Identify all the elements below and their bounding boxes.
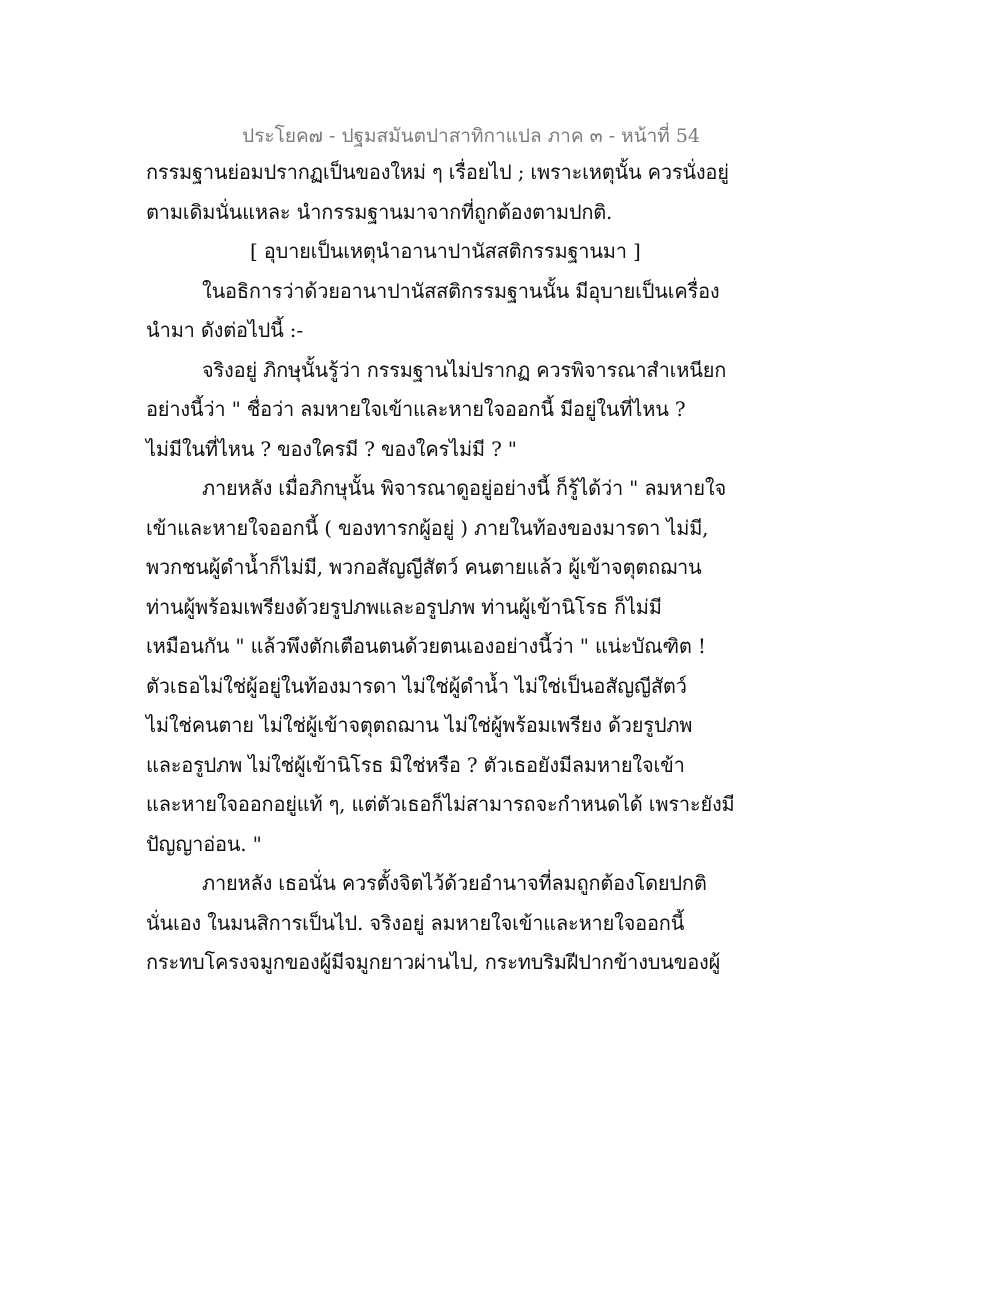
paragraph-first-line: ในอธิการว่าด้วยอานาปานัสสติกรรมฐานนั้น มีอุบายเป็นเครื่อง [202, 278, 720, 303]
paragraph-first-line: จริงอยู่ ภิกษุนั้นรู้ว่า กรรมฐานไม่ปรากฏ ควรพิจารณาสำเหนียก [202, 357, 727, 382]
text-line: กระทบโครงจมูกของผู้มีจมูกยาวผ่านไป, กระทบริมฝีปากข้างบนของผู้ [146, 950, 721, 974]
text-line: นั่นเอง ในมนสิการเป็นไป. จริงอยู่ ลมหายใจเข้าและหายใจออกนี้ [146, 910, 685, 935]
text-line: ตัวเธอไม่ใช่ผู้อยู่ในท้องมารดา ไม่ใช่ผู้ดำน้ำ ไม่ใช่เป็นอสัญญีสัตว์ [146, 673, 687, 698]
text-line: อย่างนี้ว่า " ชื่อว่า ลมหายใจเข้าและหายใจออกนี้ มีอยู่ในที่ไหน ? [146, 397, 686, 421]
text-line: พวกชนผู้ดำน้ำก็ไม่มี, พวกอสัญญีสัตว์ คนตายแล้ว ผู้เข้าจตุตถฌาน [146, 555, 702, 579]
text-line: ตามเดิมนั่นแหละ นำกรรมฐานมาจากที่ถูกต้องตามปกติ. [146, 199, 613, 224]
text-line: นำมา ดังต่อไปนี้ :- [146, 318, 303, 342]
text-line: เหมือนกัน " แล้วพึงตักเตือนตนด้วยตนเองอย่างนี้ว่า " แน่ะบัณฑิต ! [146, 634, 706, 658]
text-line: ไม่มีในที่ไหน ? ของใครมี ? ของใครไม่มี ? " [146, 436, 517, 461]
text-line: ไม่ใช่คนตาย ไม่ใช่ผู้เข้าจตุตถฌาน ไม่ใช่ผู้พร้อมเพรียง ด้วยรูปภพ [146, 713, 693, 737]
section-heading: [ อุบายเป็นเหตุนำอานาปานัสสติกรรมฐานมา ] [250, 239, 641, 263]
paragraph-first-line: ภายหลัง เธอนั่น ควรตั้งจิตไว้ด้วยอำนาจที่ลมถูกต้องโดยปกติ [202, 871, 707, 895]
text-line: ท่านผู้พร้อมเพรียงด้วยรูปภพและอรูปภพ ท่านผู้เข้านิโรธ ก็ไม่มี [146, 594, 662, 619]
body-text [146, 153, 886, 983]
paragraph-first-line: ภายหลัง เมื่อภิกษุนั้น พิจารณาดูอยู่อย่างนี้ ก็รู้ได้ว่า " ลมหายใจ [202, 476, 726, 500]
text-line: และอรูปภพ ไม่ใช่ผู้เข้านิโรธ มิใช่หรือ ? ตัวเธอยังมีลมหายใจเข้า [146, 752, 685, 777]
running-header: ประโยค๗ - ปฐมสมันตปาสาทิกาแปล ภาค ๓ - หน้าที่ 54 [242, 125, 700, 147]
text-line: เข้าและหายใจออกนี้ ( ของทารกผู้อยู่ ) ภายในท้องของมารดา ไม่มี, [146, 515, 709, 540]
text-line: และหายใจออกอยู่แท้ ๆ, แต่ตัวเธอก็ไม่สามารถจะกำหนดได้ เพราะยังมี [146, 792, 735, 816]
text-line: ปัญญาอ่อน. " [146, 831, 262, 856]
text-line: กรรมฐานย่อมปรากฏเป็นของใหม่ ๆ เรื่อยไป ; เพราะเหตุนั้น ควรนั่งอยู่ [146, 160, 729, 184]
